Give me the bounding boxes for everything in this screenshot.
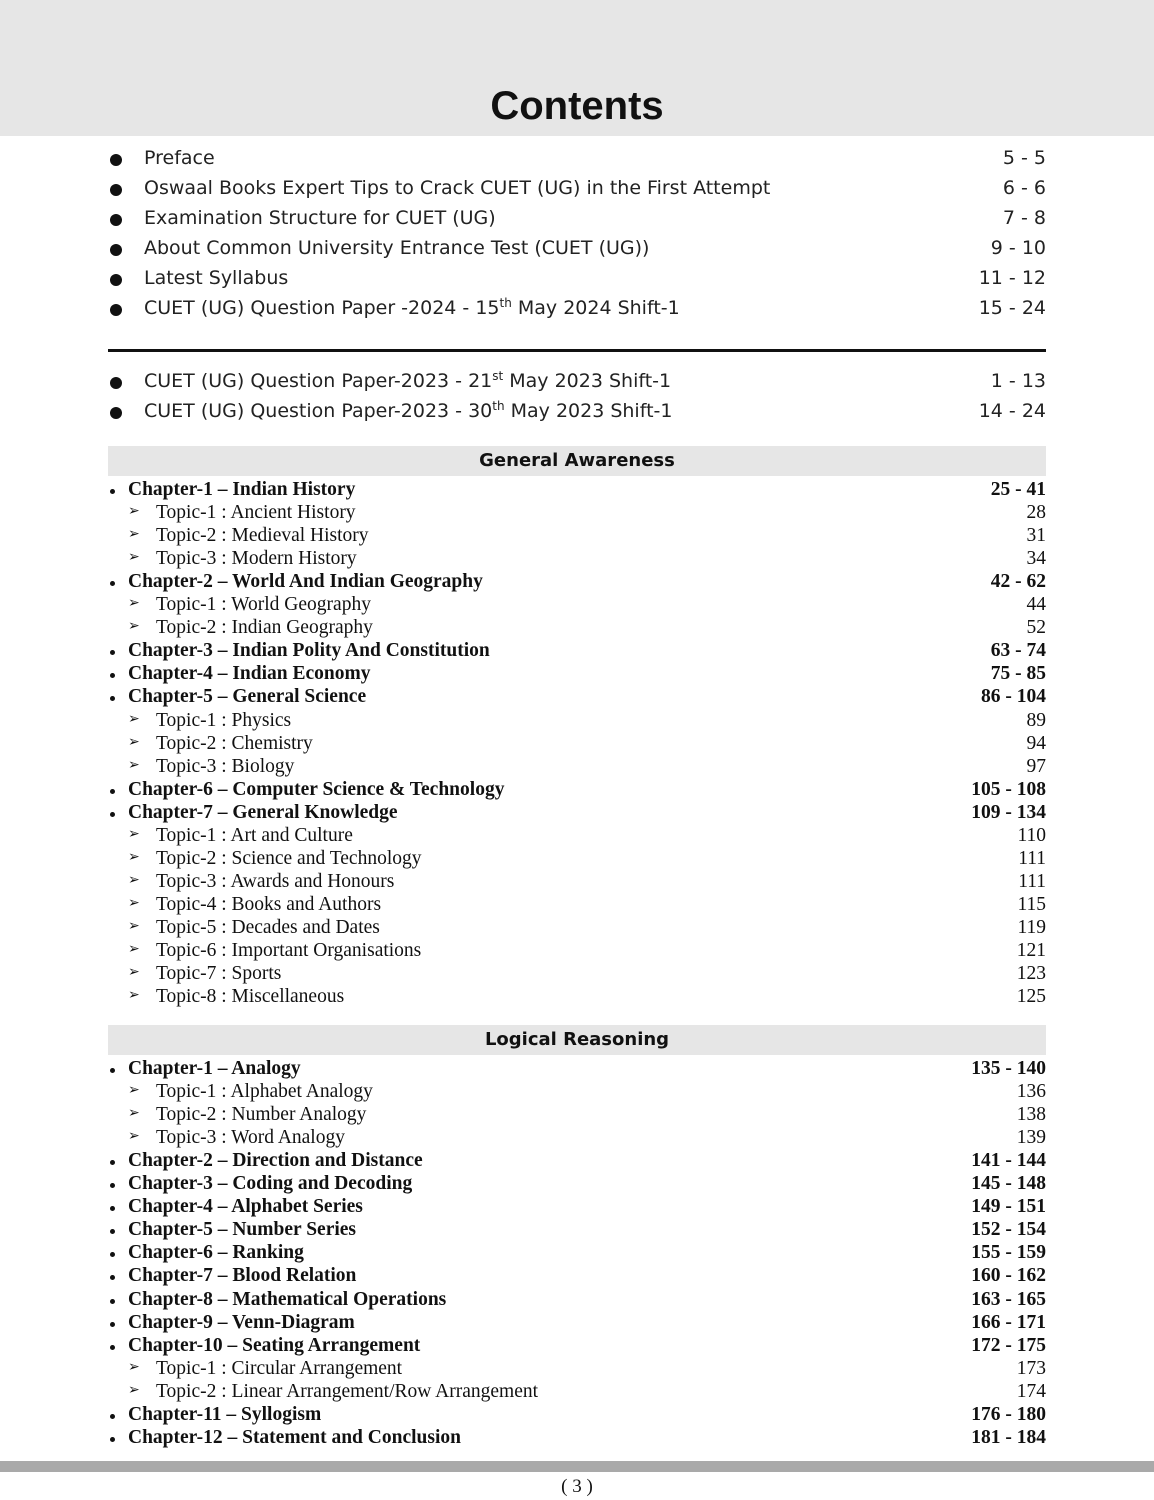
entry-pages: 145 - 148	[971, 1173, 1046, 1195]
bullet-icon	[110, 1414, 115, 1419]
entry-pages: 25 - 41	[990, 479, 1046, 500]
section-heading-label: General Awareness	[479, 450, 675, 471]
bullet-icon	[110, 650, 115, 655]
bullet-icon	[110, 407, 122, 419]
entry-label: Topic-3 : Awards and Honours	[156, 870, 395, 892]
toc-chapter-entry[interactable]	[108, 1312, 1046, 1335]
entry-pages: 34	[1026, 548, 1046, 570]
page-title: Contents	[490, 84, 664, 128]
entry-pages: 138	[1016, 1104, 1046, 1126]
arrow-bullet-icon: ➢	[128, 526, 140, 543]
entry-pages: 115	[1017, 893, 1046, 915]
entry-pages: 63 - 74	[990, 640, 1046, 662]
toc-chapter-entry[interactable]	[108, 802, 1046, 825]
entry-label: CUET (UG) Question Paper-2023 - 21st May 2023 Shift-1	[144, 369, 672, 392]
entry-label: Topic-2 : Medieval History	[156, 525, 369, 547]
toc-chapter-entry[interactable]	[108, 1242, 1046, 1265]
arrow-bullet-icon: ➢	[128, 1105, 140, 1122]
toc-topic-entry[interactable]	[108, 871, 1046, 894]
entry-pages: 44	[1026, 594, 1046, 616]
entry-label: Chapter-9 – Venn-Diagram	[128, 1311, 355, 1333]
toc-topic-entry[interactable]	[108, 894, 1046, 917]
bullet-icon	[110, 489, 115, 494]
toc-topic-entry[interactable]	[108, 710, 1046, 733]
toc-topic-entry[interactable]	[108, 986, 1046, 1009]
entry-pages: 152 - 154	[971, 1219, 1046, 1241]
toc-chapter-entry[interactable]	[108, 1265, 1046, 1288]
entry-label: Topic-1 : World Geography	[156, 594, 371, 616]
section-heading	[108, 446, 1046, 476]
arrow-bullet-icon: ➢	[128, 1082, 140, 1099]
toc-chapter-entry[interactable]	[108, 479, 1046, 502]
bullet-icon	[110, 1299, 115, 1304]
bullet-icon	[110, 673, 115, 678]
entry-label: Latest Syllabus	[144, 267, 289, 289]
entry-pages: 5 - 5	[1002, 147, 1046, 169]
bullet-icon	[110, 154, 122, 166]
entry-label: Topic-1 : Physics	[156, 709, 292, 731]
arrow-bullet-icon: ➢	[128, 1128, 140, 1145]
toc-topic-entry[interactable]	[108, 617, 1046, 640]
arrow-bullet-icon: ➢	[128, 756, 140, 773]
toc-topic-entry[interactable]	[108, 848, 1046, 871]
entry-label: Topic-7 : Sports	[156, 963, 282, 985]
entry-pages: 15 - 24	[978, 297, 1046, 319]
entry-label: Chapter-3 – Coding and Decoding	[128, 1173, 413, 1195]
entry-pages: 139	[1016, 1127, 1046, 1149]
toc-topic-entry[interactable]	[108, 525, 1046, 548]
entry-label: Topic-3 : Biology	[156, 755, 295, 777]
entry-pages: 105 - 108	[971, 778, 1046, 800]
entry-pages: 7 - 8	[1002, 207, 1046, 229]
toc-chapter-entry[interactable]	[108, 1427, 1046, 1450]
entry-label: Chapter-8 – Mathematical Operations	[128, 1288, 447, 1310]
entry-label: CUET (UG) Question Paper -2024 - 15th May 2024 Shift-1	[144, 296, 680, 319]
entry-pages: 181 - 184	[971, 1426, 1046, 1448]
entry-label: Topic-1 : Alphabet Analogy	[156, 1081, 373, 1103]
arrow-bullet-icon: ➢	[128, 941, 140, 957]
bullet-icon	[110, 304, 122, 316]
entry-label: Topic-3 : Word Analogy	[156, 1127, 345, 1149]
entry-label: Topic-1 : Circular Arrangement	[156, 1357, 403, 1379]
arrow-bullet-icon: ➢	[128, 618, 140, 635]
toc-entry-preface[interactable]	[108, 147, 1046, 177]
toc-chapter-entry[interactable]	[108, 686, 1046, 709]
entry-pages: 86 - 104	[981, 686, 1046, 708]
toc-chapter-entry[interactable]	[108, 1404, 1046, 1427]
bullet-icon	[110, 581, 115, 586]
arrow-bullet-icon: ➢	[128, 894, 140, 911]
toc-topic-entry[interactable]	[108, 756, 1046, 779]
toc-topic-entry[interactable]	[108, 1381, 1046, 1404]
entry-pages: 166 - 171	[971, 1311, 1046, 1333]
entry-label: Topic-5 : Decades and Dates	[156, 916, 380, 938]
bullet-icon	[110, 1275, 115, 1280]
entry-label: Examination Structure for CUET (UG)	[144, 207, 496, 229]
bullet-icon	[110, 1206, 115, 1211]
arrow-bullet-icon: ➢	[128, 1358, 140, 1375]
entry-pages: 119	[1017, 916, 1046, 938]
entry-label: Chapter-1 – Analogy	[128, 1058, 301, 1079]
arrow-bullet-icon: ➢	[128, 733, 140, 750]
toc-chapter-entry[interactable]	[108, 571, 1046, 594]
entry-label: Chapter-5 – General Science	[128, 686, 367, 708]
entry-label: Topic-8 : Miscellaneous	[156, 986, 345, 1008]
bullet-icon	[110, 1437, 115, 1442]
entry-pages: 141 - 144	[971, 1150, 1046, 1172]
entry-label: Topic-2 : Science and Technology	[156, 847, 422, 869]
entry-pages: 1 - 13	[990, 370, 1046, 392]
section-heading-label: Logical Reasoning	[484, 1029, 670, 1050]
arrow-bullet-icon: ➢	[128, 825, 140, 842]
bullet-icon	[110, 1345, 115, 1350]
entry-label: Topic-6 : Important Organisations	[156, 940, 422, 961]
arrow-bullet-icon: ➢	[128, 917, 140, 934]
bullet-icon	[110, 1252, 115, 1257]
section-heading	[108, 1025, 1046, 1055]
bullet-icon	[110, 377, 122, 389]
entry-pages: 176 - 180	[971, 1403, 1046, 1425]
bullet-icon	[110, 696, 115, 701]
toc-topic-entry[interactable]	[108, 733, 1046, 756]
toc-topic-entry[interactable]	[108, 502, 1046, 525]
entry-pages: 109 - 134	[971, 801, 1046, 823]
toc-chapter-entry[interactable]	[108, 663, 1046, 686]
entry-pages: 135 - 140	[971, 1058, 1046, 1079]
divider	[108, 349, 1046, 352]
bullet-icon	[110, 1183, 115, 1188]
entry-pages: 14 - 24	[978, 400, 1046, 422]
entry-label: Chapter-6 – Computer Science & Technology	[128, 778, 505, 800]
toc-topic-entry[interactable]	[108, 548, 1046, 571]
arrow-bullet-icon: ➢	[128, 987, 140, 1004]
entry-label: Topic-4 : Books and Authors	[156, 893, 382, 915]
toc-entry-exam-structure[interactable]	[108, 207, 1046, 237]
entry-label: Chapter-6 – Ranking	[128, 1242, 304, 1264]
entry-label: Chapter-3 – Indian Polity And Constitution	[128, 640, 490, 662]
entry-pages: 149 - 151	[971, 1196, 1046, 1218]
arrow-bullet-icon: ➢	[128, 549, 140, 566]
arrow-bullet-icon: ➢	[128, 595, 140, 612]
toc-chapter-entry[interactable]	[108, 1219, 1046, 1242]
entry-label: Chapter-4 – Alphabet Series	[128, 1196, 363, 1218]
entry-pages: 155 - 159	[971, 1242, 1046, 1264]
entry-pages: 9 - 10	[990, 237, 1046, 259]
toc-chapter-entry[interactable]	[108, 1150, 1046, 1173]
toc-topic-entry[interactable]	[108, 963, 1046, 986]
entry-label: Chapter-2 – World And Indian Geography	[128, 571, 483, 593]
entry-label: About Common University Entrance Test (CUET (UG))	[144, 237, 650, 259]
toc-chapter-entry[interactable]	[108, 1173, 1046, 1196]
bullet-icon	[110, 274, 122, 286]
entry-label: Topic-1 : Ancient History	[156, 502, 356, 524]
bullet-icon	[110, 789, 115, 794]
entry-label: Chapter-2 – Direction and Distance	[128, 1150, 423, 1172]
entry-pages: 125	[1016, 986, 1046, 1008]
entry-label: Topic-2 : Linear Arrangement/Row Arrangement	[156, 1380, 539, 1402]
entry-label: CUET (UG) Question Paper-2023 - 30th May 2023 Shift-1	[144, 399, 673, 422]
entry-pages: 163 - 165	[971, 1288, 1046, 1310]
entry-pages: 28	[1026, 502, 1046, 524]
entry-pages: 123	[1016, 963, 1046, 985]
bullet-icon	[110, 1229, 115, 1234]
entry-pages: 89	[1026, 709, 1046, 731]
footer-bar	[0, 1461, 1154, 1472]
entry-pages: 75 - 85	[990, 663, 1046, 685]
entry-pages: 52	[1026, 617, 1046, 639]
arrow-bullet-icon: ➢	[128, 503, 140, 520]
entry-pages: 111	[1018, 847, 1046, 869]
toc-topic-entry[interactable]	[108, 825, 1046, 848]
entry-label: Topic-3 : Modern History	[156, 548, 357, 570]
entry-label: Chapter-12 – Statement and Conclusion	[128, 1426, 461, 1448]
entry-label: Chapter-7 – General Knowledge	[128, 801, 398, 823]
toc-entry-expert-tips[interactable]	[108, 177, 1046, 207]
entry-label: Oswaal Books Expert Tips to Crack CUET (UG) in the First Attempt	[144, 177, 771, 199]
entry-label: Topic-2 : Chemistry	[156, 732, 313, 754]
entry-label: Chapter-11 – Syllogism	[128, 1403, 322, 1425]
toc-topic-entry[interactable]	[108, 1358, 1046, 1381]
toc-chapter-entry[interactable]	[108, 1289, 1046, 1312]
toc-topic-entry[interactable]	[108, 917, 1046, 940]
entry-pages: 111	[1018, 870, 1046, 892]
bullet-icon	[110, 244, 122, 256]
toc-topic-entry[interactable]	[108, 1104, 1046, 1127]
entry-pages: 136	[1016, 1081, 1046, 1103]
entry-pages: 11 - 12	[978, 267, 1046, 289]
toc-entry-latest-syllabus[interactable]	[108, 267, 1046, 297]
toc-chapter-entry[interactable]	[108, 1196, 1046, 1219]
toc-chapter-entry[interactable]	[108, 1058, 1046, 1081]
arrow-bullet-icon: ➢	[128, 1381, 140, 1398]
entry-label: Chapter-1 – Indian History	[128, 479, 356, 500]
arrow-bullet-icon: ➢	[128, 710, 140, 727]
entry-pages: 174	[1016, 1380, 1046, 1402]
entry-pages: 121	[1016, 940, 1046, 961]
entry-label: Chapter-7 – Blood Relation	[128, 1265, 357, 1287]
bullet-icon	[110, 812, 115, 817]
toc-chapter-entry[interactable]	[108, 640, 1046, 663]
toc-entry-paper-2023-30may[interactable]	[108, 400, 1046, 430]
toc-entry-paper-2023-21may[interactable]	[108, 370, 1046, 400]
bullet-icon	[110, 1160, 115, 1165]
entry-pages: 110	[1017, 824, 1046, 846]
entry-label: Chapter-5 – Number Series	[128, 1219, 357, 1241]
entry-pages: 31	[1026, 525, 1046, 547]
entry-pages: 160 - 162	[971, 1265, 1046, 1287]
entry-label: Chapter-10 – Seating Arrangement	[128, 1334, 421, 1356]
entry-pages: 173	[1016, 1357, 1046, 1379]
entry-pages: 172 - 175	[971, 1334, 1046, 1356]
entry-pages: 42 - 62	[990, 571, 1046, 593]
entry-pages: 97	[1026, 755, 1046, 777]
arrow-bullet-icon: ➢	[128, 871, 140, 888]
page-number: ( 3 )	[561, 1476, 593, 1497]
entry-label: Chapter-4 – Indian Economy	[128, 663, 371, 685]
bullet-icon	[110, 184, 122, 196]
entry-label: Topic-2 : Indian Geography	[156, 617, 373, 639]
entry-label: Topic-2 : Number Analogy	[156, 1104, 367, 1126]
entry-pages: 94	[1026, 732, 1046, 754]
toc-entry-paper-2024[interactable]	[108, 297, 1046, 327]
entry-label: Preface	[144, 147, 215, 169]
toc-topic-entry[interactable]	[108, 1081, 1046, 1104]
toc-chapter-entry[interactable]	[108, 1335, 1046, 1358]
toc-topic-entry[interactable]	[108, 940, 1046, 963]
bullet-icon	[110, 214, 122, 226]
entry-label: Topic-1 : Art and Culture	[156, 824, 353, 846]
toc-entry-about-cuet[interactable]	[108, 237, 1046, 267]
toc-chapter-entry[interactable]	[108, 779, 1046, 802]
entry-pages: 6 - 6	[1002, 177, 1046, 199]
bullet-icon	[110, 1068, 115, 1073]
toc-topic-entry[interactable]	[108, 1127, 1046, 1150]
bullet-icon	[110, 1322, 115, 1327]
arrow-bullet-icon: ➢	[128, 848, 140, 865]
arrow-bullet-icon: ➢	[128, 964, 140, 981]
toc-topic-entry[interactable]	[108, 594, 1046, 617]
